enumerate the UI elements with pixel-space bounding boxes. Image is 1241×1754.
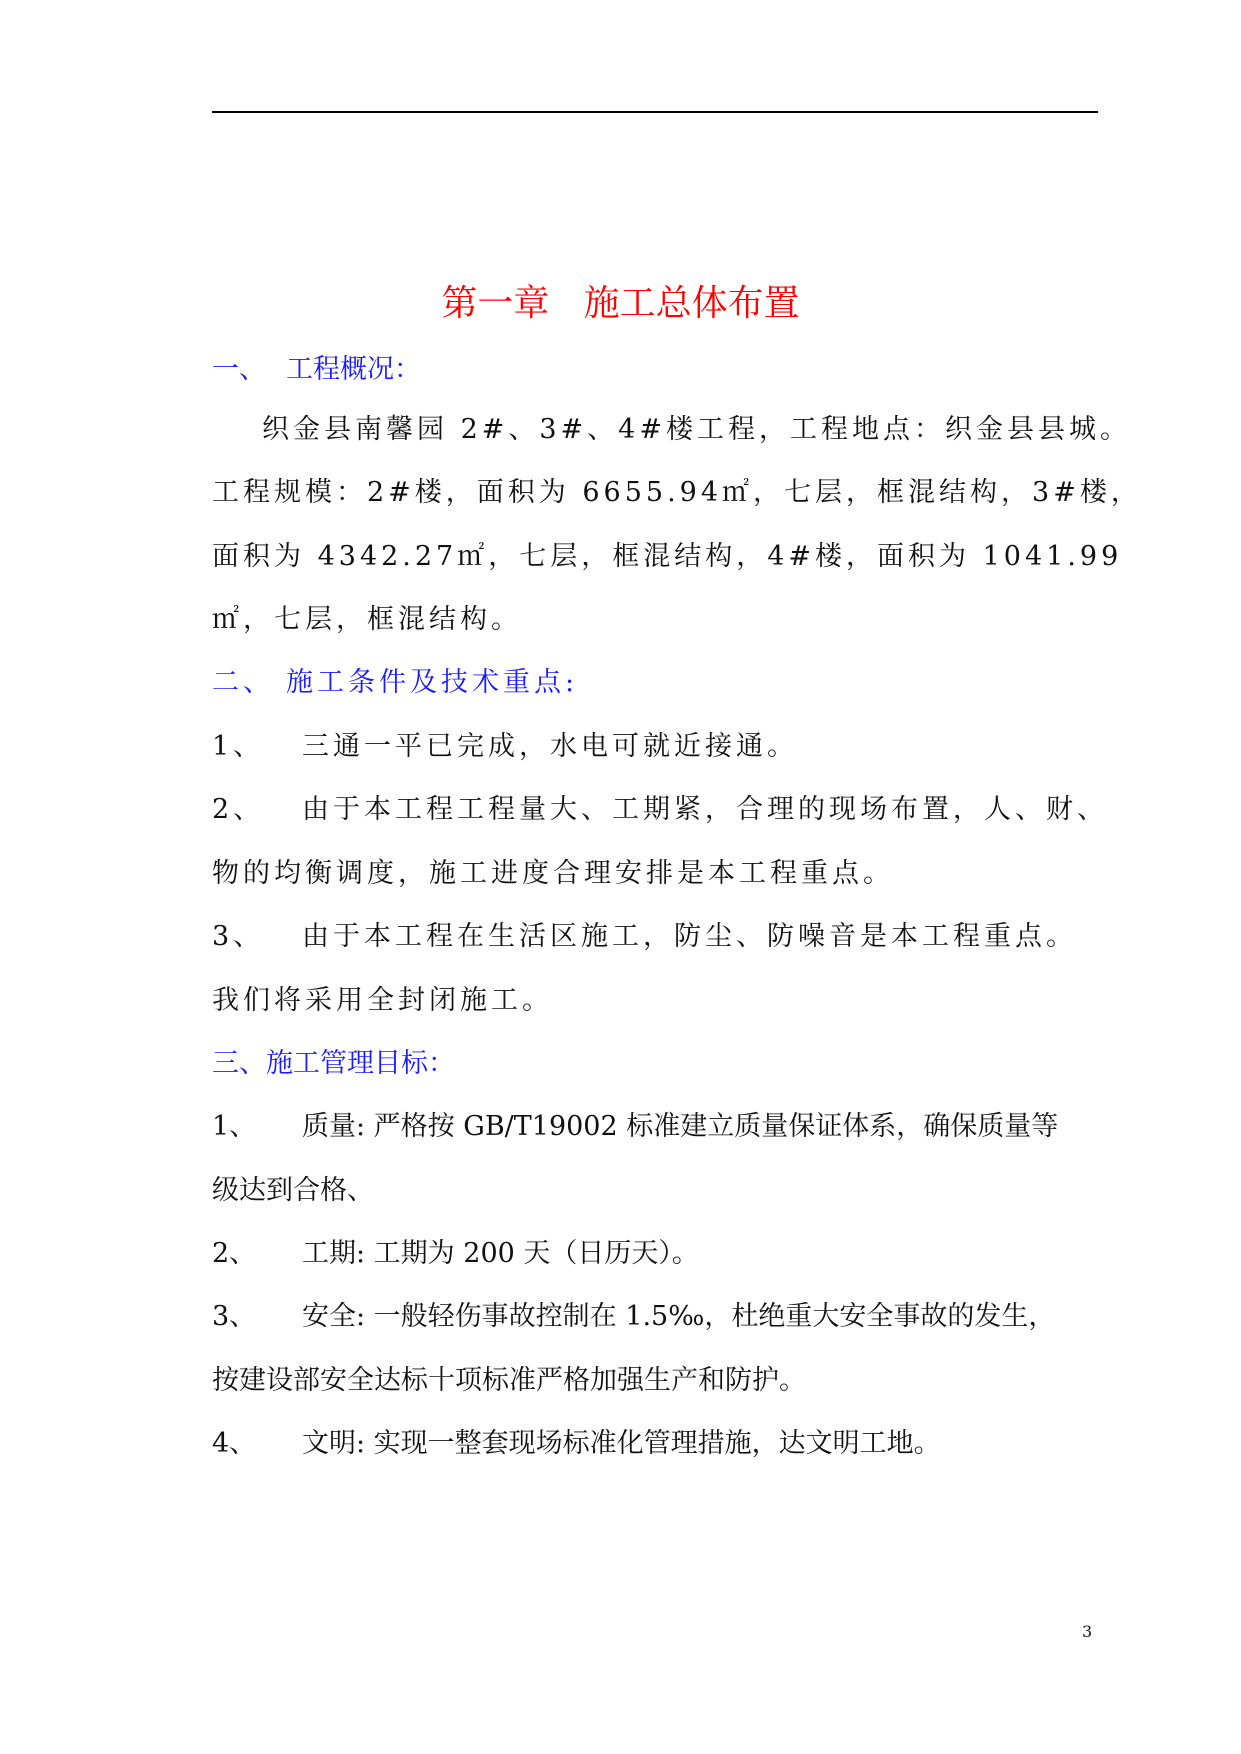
list-number: 4、 [212, 1428, 257, 1459]
section-3-heading: 三、施工管理目标： [212, 1048, 455, 1079]
list-text: 由于本工程工程量大、工期紧，合理的现场布置，人、财、 [302, 794, 1108, 825]
list-text: 文明: 实现一整套现场标准化管理措施，达文明工地。 [302, 1428, 941, 1459]
list-number: 3、 [212, 1301, 257, 1332]
section-2-item-2 [212, 790, 1108, 830]
section-3-item-3 [212, 1297, 1055, 1337]
section-1-line-4: ㎡，七层，框混结构。 [212, 604, 522, 635]
list-text: 安全: 一般轻伤事故控制在 1.5‰，杜绝重大安全事故的发生， [302, 1301, 1056, 1332]
list-number: 2、 [212, 794, 265, 825]
section-1-heading-text: 工程概况： [286, 354, 421, 385]
section-2-heading-number: 二、 [212, 667, 274, 698]
list-text: 工期: 工期为 200 天（日历天）。 [302, 1238, 699, 1269]
list-text: 质量: 严格按 GB/T19002 标准建立质量保证体系，确保质量等 [302, 1111, 1059, 1142]
section-2-item-3-continued: 我们将采用全封闭施工。 [212, 985, 553, 1016]
section-3-item-1 [212, 1107, 1058, 1147]
page-number: 3 [1082, 1622, 1093, 1641]
section-3-item-4 [212, 1424, 941, 1464]
section-3-item-1-continued: 级达到合格、 [212, 1175, 374, 1206]
section-1-line-2: 工程规模：2#楼，面积为 6655.94㎡，七层，框混结构，3#楼， [212, 477, 1142, 508]
section-2-heading-text: 施工条件及技术重点: [286, 667, 579, 698]
section-2-item-2-continued: 物的均衡调度，施工进度合理安排是本工程重点。 [212, 858, 894, 889]
section-2-item-3 [212, 917, 1077, 957]
header-rule [212, 111, 1098, 113]
list-number: 1、 [212, 731, 265, 762]
list-text: 三通一平已完成，水电可就近接通。 [302, 731, 798, 762]
section-3-item-2 [212, 1234, 699, 1274]
section-1-heading [212, 350, 421, 390]
section-2-heading [212, 663, 578, 703]
chapter-title: 第一章 施工总体布置 [441, 283, 800, 324]
section-1-line-3: 面积为 4342.27㎡，七层，框混结构，4#楼，面积为 1041.99 [212, 541, 1123, 572]
section-1-line-1: 织金县南馨园 2#、3#、4#楼工程，工程地点：织金县县城。 [262, 414, 1131, 445]
list-number: 2、 [212, 1238, 257, 1269]
section-3-item-3-continued: 按建设部安全达标十项标准严格加强生产和防护。 [212, 1365, 806, 1396]
list-number: 1、 [212, 1111, 257, 1142]
list-number: 3、 [212, 921, 265, 952]
section-1-heading-number: 一、 [212, 354, 266, 385]
list-text: 由于本工程在生活区施工，防尘、防噪音是本工程重点。 [302, 921, 1077, 952]
section-2-item-1 [212, 727, 798, 767]
